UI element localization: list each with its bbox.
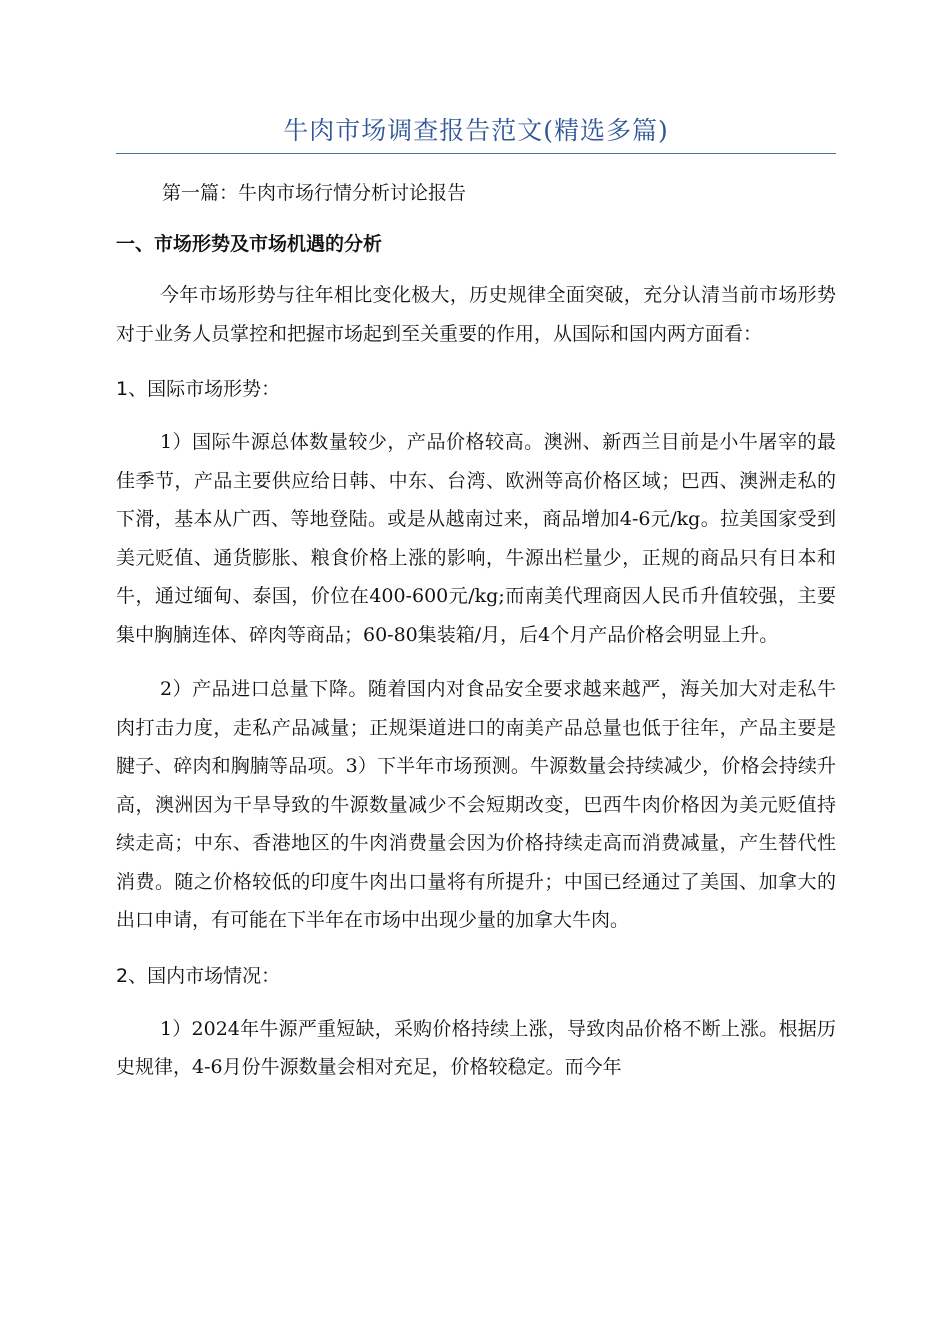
title-underline	[116, 153, 836, 154]
paragraph-domestic-1: 1）2024年牛源严重短缺，采购价格持续上涨，导致肉品价格不断上涨。根据历史规律，4-6月份牛源数量会相对充足，价格较稳定。而今年	[116, 1017, 836, 1078]
subheading-number: 2	[116, 964, 129, 987]
paragraph-international-1: 1）国际牛源总体数量较少，产品价格较高。澳洲、新西兰目前是小牛屠宰的最佳季节，产品主要供应给日韩、中东、台湾、欧洲等高价格区域；巴西、澳洲走私的下滑，基本从广西、等地登陆。或是从越南过来，商品增加4-6元/kg。拉美国家受到美元贬值、通货膨胀、粮食价格上涨的影响，牛源出栏量少，正规的商品只有日本和牛，通过缅甸、泰国，价位在400-600元/kg;而南美代理商因人民币升值较强，主要集中胸腩连体、碎肉等商品；60-80集装箱/月，后4个月产品价格会明显上升。	[116, 431, 836, 646]
intro-paragraph: 今年市场形势与往年相比变化极大，历史规律全面突破，充分认清当前市场形势对于业务人员掌控和把握市场起到至关重要的作用，从国际和国内两方面看：	[116, 284, 836, 345]
subheading-domestic	[116, 958, 836, 994]
subheading-international	[116, 371, 836, 407]
article-subtitle: 第一篇：牛肉市场行情分析讨论报告	[162, 182, 467, 204]
section-heading-1: 一、市场形势及市场机遇的分析	[116, 233, 383, 255]
document-title: 牛肉市场调查报告范文(精选多篇)	[283, 116, 669, 145]
subheading-text: 、国内市场情况：	[128, 964, 281, 987]
subheading-text: 、国际市场形势：	[128, 378, 281, 400]
document-page	[116, 0, 836, 1087]
paragraph-international-2: 2）产品进口总量下降。随着国内对食品安全要求越来越严，海关加大对走私牛肉打击力度，走私产品减量；正规渠道进口的南美产品总量也低于往年，产品主要是腱子、碎肉和胸腩等品项。3）下半年市场预测。牛源数量会持续减少，价格会持续升高，澳洲因为干旱导致的牛源数量减少不会短期改变，巴西牛肉价格因为美元贬值持续走高；中东、香港地区的牛肉消费量会因为价格持续走高而消费减量，产生替代性消费。随之价格较低的印度牛肉出口量将有所提升；中国已经通过了美国、加拿大的出口申请，有可能在下半年在市场中出现少量的加拿大牛肉。	[116, 678, 836, 931]
subheading-number: 1	[116, 378, 129, 400]
